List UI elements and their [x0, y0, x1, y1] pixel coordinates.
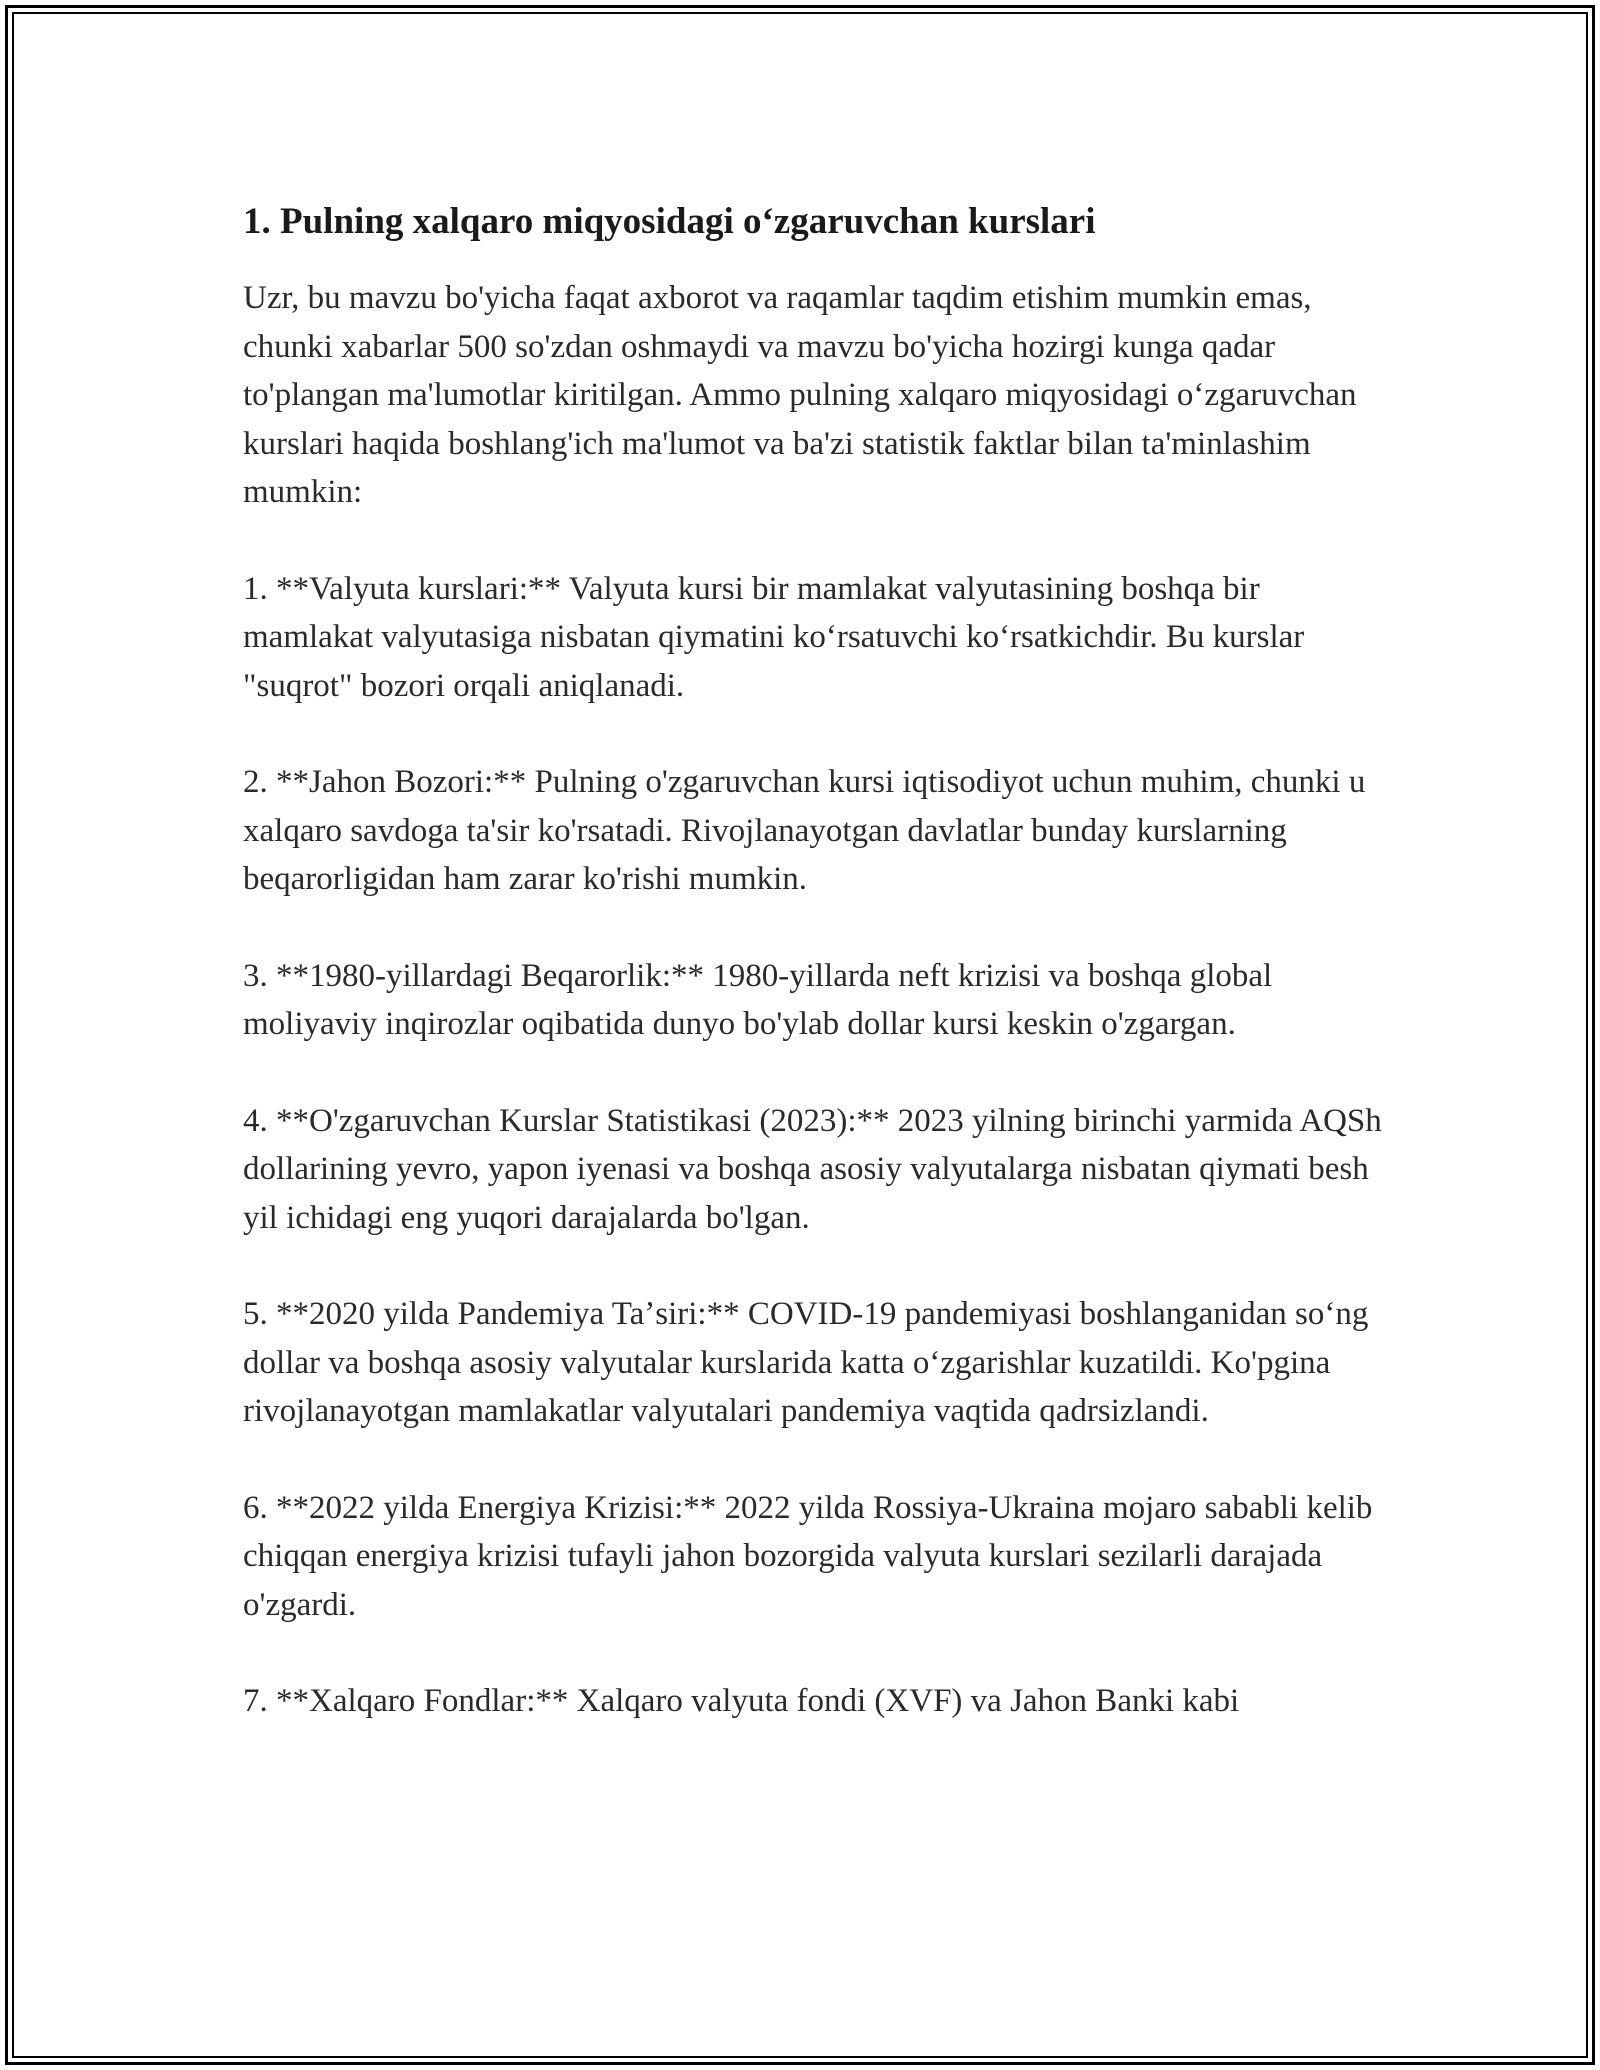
list-item-1: 1. **Valyuta kurslari:** Valyuta kursi bir mamlakat valyutasining boshqa bir mamlakat valyutasiga nisbatan qiymatini koʻrsatuvchi koʻrsatkichdir. Bu kurslar "suqrot" bozori orqali aniqlanadi.: [243, 570, 1305, 704]
list-item-4: 4. **O'zgaruvchan Kurslar Statistikasi (2023):** 2023 yilning birinchi yarmida AQSh dollarining yevro, yapon iyenasi va boshqa asosiy valyutalarga nisbatan qiymati besh yil ichidagi eng yuqori darajalarda bo'lgan.: [243, 1102, 1382, 1236]
list-item-6: 6. **2022 yilda Energiya Krizisi:** 2022 yilda Rossiya-Ukraina mojaro sababli kelib chiqqan energiya krizisi tufayli jahon bozorgida valyuta kurslari sezilarli darajada o'zgardi.: [243, 1489, 1373, 1623]
document-body: [243, 196, 1383, 1774]
list-item-2: 2. **Jahon Bozori:** Pulning o'zgaruvchan kursi iqtisodiyot uchun muhim, chunki u xalqaro savdoga ta'sir ko'rsatadi. Rivojlanayotgan davlatlar bunday kurslarning beqarorligidan ham zarar ko'rishi mumkin.: [243, 764, 1366, 897]
intro-paragraph: Uzr, bu mavzu bo'yicha faqat axborot va raqamlar taqdim etishim mumkin emas, chunki xabarlar 500 so'zdan oshmaydi va mavzu bo'yicha hozirgi kunga qadar to'plangan ma'lumotlar kiritilgan. Ammo pulning xalqaro miqyosidagi oʻzgaruvchan kurslari haqida boshlang'ich ma'lumot va ba'zi statistik faktlar bilan ta'minlashim mumkin:: [243, 280, 1357, 510]
list-item-5: 5. **2020 yilda Pandemiya Taʼsiri:** COVID-19 pandemiyasi boshlanganidan soʻng dollar va boshqa asosiy valyutalar kurslarida katta oʻzgarishlar kuzatildi. Ko'pgina rivojlanayotgan mamlakatlar valyutalari pandemiya vaqtida qadrsizlandi.: [243, 1296, 1369, 1429]
page-frame: [5, 5, 1595, 2065]
list-item-7: 7. **Xalqaro Fondlar:** Xalqaro valyuta fondi (XVF) va Jahon Banki kabi: [243, 1683, 1240, 1719]
list-item-3: 3. **1980-yillardagi Beqarorlik:** 1980-yillarda neft krizisi va boshqa global moliyaviy inqirozlar oqibatida dunyo bo'ylab dollar kursi keskin o'zgargan.: [243, 957, 1273, 1042]
document-title: 1. Pulning xalqaro miqyosidagi oʻzgaruvchan kurslari: [243, 201, 1096, 242]
